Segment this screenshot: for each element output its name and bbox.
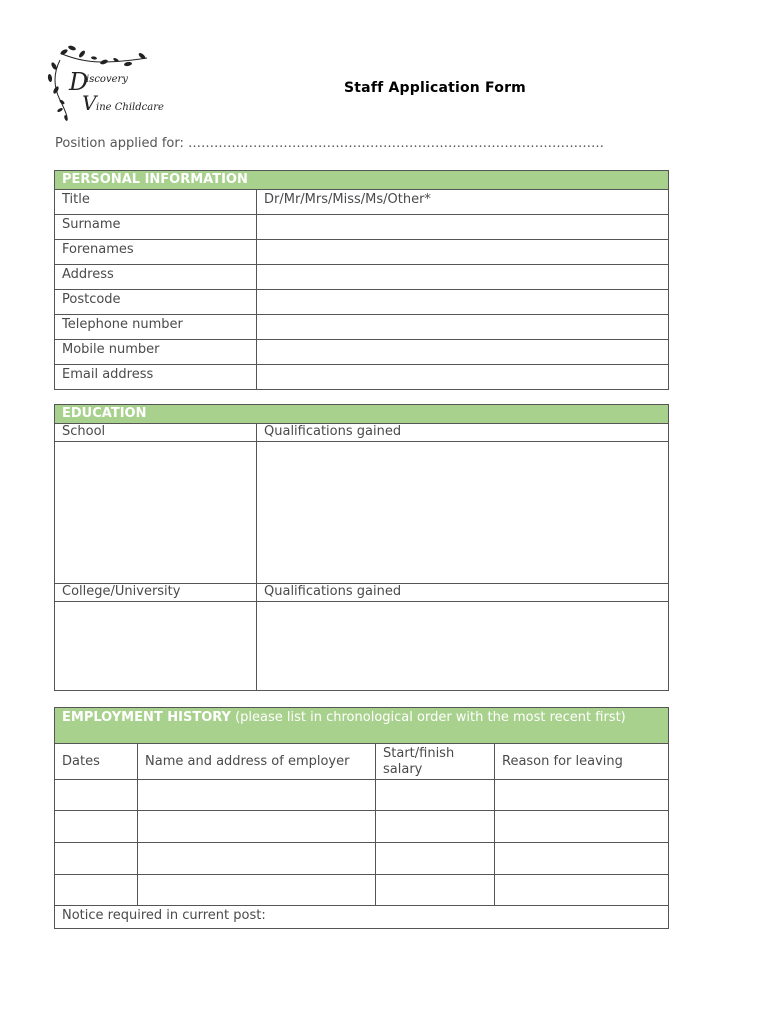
college-qualifications-field[interactable] [257,602,668,690]
reason-cell[interactable] [495,875,668,905]
employment-history-heading [55,708,668,744]
column-header-dates: Dates [55,744,138,779]
salary-cell[interactable] [376,811,495,842]
notice-required-field[interactable]: Notice required in current post: [62,908,266,923]
table-row [55,442,668,584]
employment-history-title: EMPLOYMENT HISTORY [62,710,231,725]
logo-initial-v: V [82,91,97,115]
table-row [55,240,668,265]
table-row [55,340,668,365]
college-qualifications-label: Qualifications gained [264,584,402,599]
school-qualifications-field[interactable] [257,442,668,583]
email-field[interactable] [257,365,668,389]
reason-cell[interactable] [495,780,668,810]
row-label: Address [55,265,257,289]
document-title: Staff Application Form [344,80,526,96]
forenames-field[interactable] [257,240,668,264]
row-label: Mobile number [55,340,257,364]
table-row [55,843,668,875]
column-header-salary: Start/finish salary [376,744,495,779]
salary-cell[interactable] [376,843,495,874]
logo-initial-d: D [69,68,89,96]
row-label: Surname [55,215,257,239]
address-field[interactable] [257,265,668,289]
column-header-reason: Reason for leaving [502,754,623,769]
table-row [55,424,668,442]
dates-cell[interactable] [55,843,138,874]
education-heading: EDUCATION [55,405,668,424]
row-label: Forenames [55,240,257,264]
personal-information-section [54,170,669,390]
salary-cell[interactable] [376,875,495,905]
row-label: Telephone number [55,315,257,339]
company-logo [42,40,172,124]
employer-cell[interactable] [138,843,376,874]
employer-cell[interactable] [138,780,376,810]
personal-information-heading: PERSONAL INFORMATION [55,171,668,190]
table-row [55,875,668,906]
college-field[interactable] [55,602,257,690]
dates-cell[interactable] [55,780,138,810]
school-label: School [55,424,257,441]
education-section [54,404,669,691]
postcode-field[interactable] [257,290,668,314]
dates-cell[interactable] [55,811,138,842]
row-label: Postcode [55,290,257,314]
row-label: Email address [55,365,257,389]
notice-row [55,906,668,928]
employer-cell[interactable] [138,875,376,905]
employment-history-section [54,707,669,929]
reason-cell[interactable] [495,811,668,842]
table-header-row [55,744,668,780]
dates-cell[interactable] [55,875,138,905]
table-row [55,811,668,843]
telephone-field[interactable] [257,315,668,339]
position-applied-field[interactable]: Position applied for: …………………………………………………………………………………… [55,136,604,151]
table-row [55,780,668,811]
salary-cell[interactable] [376,780,495,810]
vine-logo-icon [42,40,172,124]
table-row [55,584,668,602]
employment-history-note: (please list in chronological order with the most recent first) [230,710,626,725]
employer-cell[interactable] [138,811,376,842]
table-row [55,315,668,340]
mobile-field[interactable] [257,340,668,364]
table-row [55,265,668,290]
college-label: College/University [55,584,257,601]
surname-field[interactable] [257,215,668,239]
logo-word-childcare: ine Childcare [96,102,164,113]
logo-word-discovery: iscovery [86,74,128,85]
table-row [55,190,668,215]
title-field[interactable]: Dr/Mr/Mrs/Miss/Ms/Other* [264,192,431,207]
table-row [55,602,668,690]
school-qualifications-label: Qualifications gained [264,424,402,439]
reason-cell[interactable] [495,843,668,874]
table-row [55,215,668,240]
column-header-employer: Name and address of employer [138,744,376,779]
row-label: Title [55,190,257,214]
table-row [55,290,668,315]
table-row [55,365,668,389]
school-field[interactable] [55,442,257,583]
